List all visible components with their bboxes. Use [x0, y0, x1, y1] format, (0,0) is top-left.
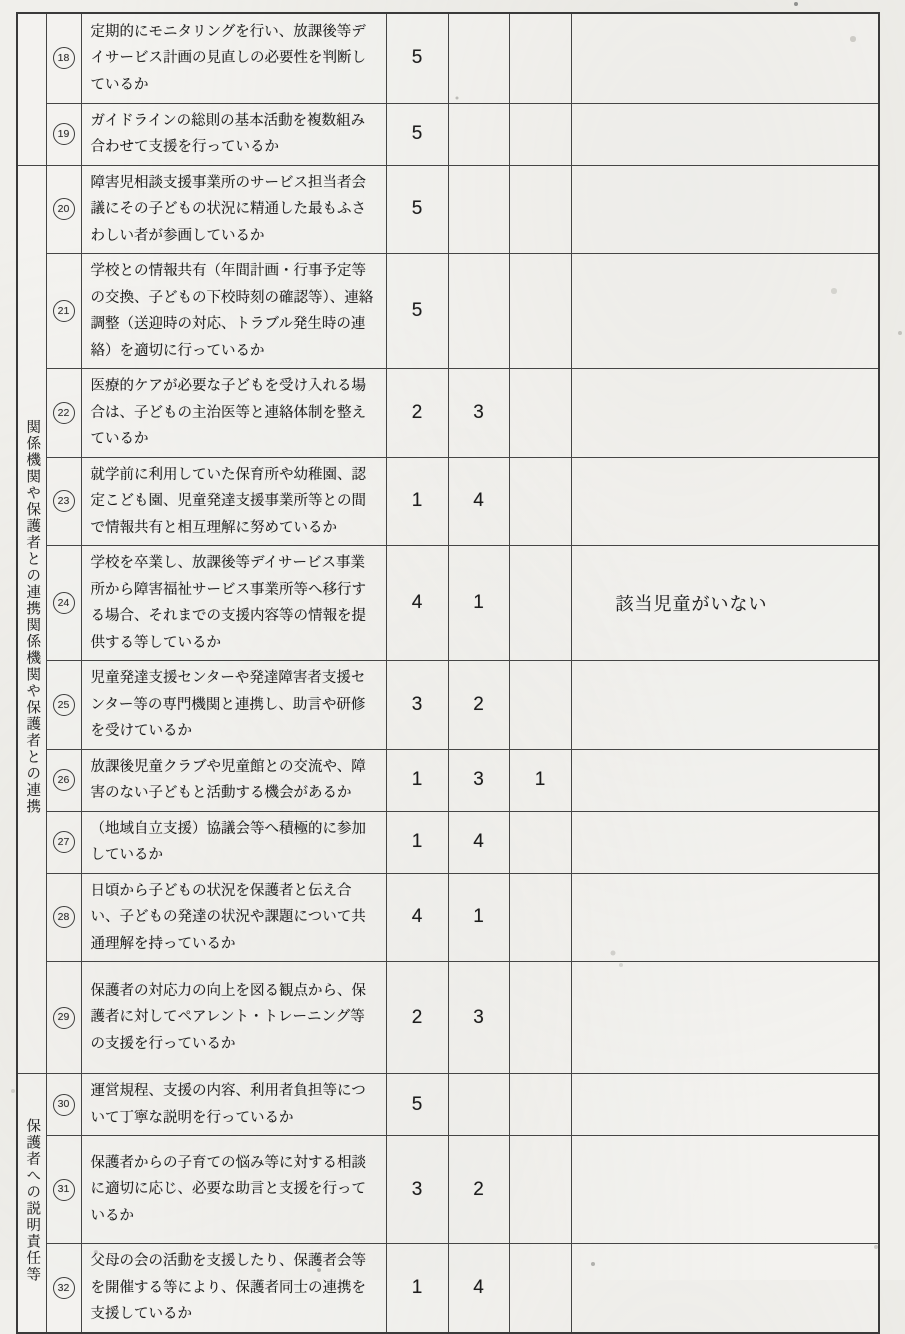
score-cell-2	[448, 962, 509, 1074]
comment-cell	[571, 546, 879, 661]
score-cell-1	[386, 369, 448, 458]
item-number-cell	[46, 811, 81, 873]
table-row	[17, 457, 879, 546]
score-cell-3	[509, 546, 571, 661]
item-number-badge: 30	[53, 1094, 75, 1116]
score-value-1: 4	[411, 906, 423, 928]
comment-cell	[571, 165, 879, 254]
item-number-cell	[46, 13, 81, 103]
comment-cell	[571, 457, 879, 546]
score-cell-1	[386, 1136, 448, 1244]
item-number-cell	[46, 457, 81, 546]
item-number-badge: 28	[53, 906, 75, 928]
table-row	[17, 749, 879, 811]
score-cell-2	[448, 165, 509, 254]
question-cell	[81, 13, 386, 103]
score-value-1: 1	[411, 490, 423, 512]
item-number-cell	[46, 165, 81, 254]
question-text: 放課後児童クラブや児童館との交流や、障害のない子どもと活動する機会があるか	[90, 758, 366, 801]
score-value-3: 1	[534, 769, 546, 790]
comment-cell	[571, 1074, 879, 1136]
item-number-badge: 19	[53, 123, 75, 145]
item-number-badge: 21	[53, 300, 75, 322]
score-value-1: 3	[411, 693, 423, 715]
category-label: 関係機関や保護者との連携関係機関や保護者との連携	[24, 418, 41, 815]
question-text: 就学前に利用していた保育所や幼稚園、認定こども園、児童発達支援事業所等との間で情報共有と相互理解に努めているか	[90, 466, 366, 536]
question-text: 障害児相談支援事業所のサービス担当者会議にその子どもの状況に精通した最もふさわしい者が参画しているか	[90, 174, 366, 244]
table-row	[17, 165, 879, 254]
question-text: 児童発達支援センターや発達障害者支援センター等の専門機関と連携し、助言や研修を受けているか	[90, 670, 366, 739]
score-cell-1	[386, 13, 448, 103]
question-cell	[81, 1074, 386, 1136]
score-cell-3	[509, 1244, 571, 1333]
question-text: 保護者の対応力の向上を図る観点から、保護者に対してペアレント・トレーニング等の支援を行っているか	[90, 982, 366, 1052]
score-cell-1	[386, 457, 448, 546]
comment-cell	[571, 661, 879, 750]
scanned-document-page	[16, 12, 880, 1334]
category-cell	[17, 165, 46, 1074]
question-text: 日頃から子どもの状況を保護者と伝え合い、子どもの発達の状況や課題について共通理解を持っているか	[90, 882, 366, 952]
comment-cell	[571, 1244, 879, 1333]
question-cell	[81, 962, 386, 1074]
comment-cell	[571, 811, 879, 873]
question-cell	[81, 1136, 386, 1244]
score-cell-2	[448, 873, 509, 962]
question-text: 医療的ケアが必要な子どもを受け入れる場合は、子どもの主治医等と連絡体制を整えているか	[90, 378, 366, 447]
comment-cell	[571, 13, 879, 103]
score-value-1: 1	[411, 831, 423, 852]
question-cell	[81, 254, 386, 369]
question-text: 運営規程、支援の内容、利用者負担等について丁寧な説明を行っているか	[90, 1083, 366, 1126]
item-number-cell	[46, 1136, 81, 1244]
score-value-1: 2	[411, 401, 423, 423]
score-cell-1	[386, 254, 448, 369]
table-row	[17, 254, 879, 369]
score-cell-3	[509, 962, 571, 1074]
table-row	[17, 369, 879, 458]
question-text: 定期的にモニタリングを行い、放課後等デイサービス計画の見直しの必要性を判断しているか	[90, 23, 366, 93]
score-cell-2	[448, 811, 509, 873]
score-value-1: 1	[411, 769, 423, 790]
table-row	[17, 13, 879, 103]
score-cell-3	[509, 873, 571, 962]
score-cell-2	[448, 1074, 509, 1136]
score-cell-1	[386, 1074, 448, 1136]
score-cell-3	[509, 749, 571, 811]
score-cell-1	[386, 165, 448, 254]
score-cell-3	[509, 1074, 571, 1136]
score-value-2: 4	[473, 831, 484, 852]
score-cell-2	[448, 13, 509, 103]
score-cell-2	[448, 369, 509, 458]
score-cell-1	[386, 873, 448, 962]
item-number-cell	[46, 873, 81, 962]
table-row	[17, 661, 879, 750]
score-cell-3	[509, 103, 571, 165]
question-text: 父母の会の活動を支援したり、保護者会等を開催する等により、保護者同士の連携を支援しているか	[90, 1253, 366, 1322]
score-value-2: 3	[473, 401, 484, 423]
score-value-2: 1	[473, 906, 484, 928]
score-value-1: 5	[411, 47, 423, 69]
category-label: 保護者への説明責任等	[24, 1117, 41, 1283]
score-value-1: 5	[411, 1093, 423, 1115]
score-cell-1	[386, 103, 448, 165]
score-cell-1	[386, 749, 448, 811]
item-number-badge: 27	[53, 831, 75, 853]
score-cell-3	[509, 811, 571, 873]
table-row	[17, 962, 879, 1074]
score-cell-3	[509, 165, 571, 254]
score-cell-2	[448, 457, 509, 546]
score-cell-2	[448, 254, 509, 369]
score-value-1: 5	[411, 300, 423, 321]
question-cell	[81, 546, 386, 661]
item-number-cell	[46, 1244, 81, 1333]
table-row	[17, 546, 879, 661]
score-cell-1	[386, 661, 448, 750]
item-number-cell	[46, 254, 81, 369]
score-cell-3	[509, 369, 571, 458]
evaluation-table	[16, 12, 880, 1334]
question-cell	[81, 811, 386, 873]
question-cell	[81, 661, 386, 750]
comment-cell	[571, 1136, 879, 1244]
score-value-1: 5	[411, 123, 423, 144]
score-cell-3	[509, 457, 571, 546]
score-value-2: 2	[473, 693, 484, 715]
item-number-badge: 32	[53, 1277, 75, 1299]
score-value-2: 3	[473, 1006, 484, 1028]
score-cell-2	[448, 749, 509, 811]
question-text: 学校との情報共有（年間計画・行事予定等の交換、子どもの下校時刻の確認等）、連絡調整（送迎時の対応、トラブル発生時の連絡）を適切に行っているか	[90, 263, 374, 359]
question-cell	[81, 165, 386, 254]
comment-cell	[571, 369, 879, 458]
item-number-badge: 22	[53, 402, 75, 424]
comment-cell	[571, 749, 879, 811]
question-cell	[81, 369, 386, 458]
score-cell-2	[448, 1244, 509, 1333]
scan-specks	[0, 0, 2, 2]
comment-cell	[571, 103, 879, 165]
score-cell-1	[386, 811, 448, 873]
item-number-cell	[46, 103, 81, 165]
table-row	[17, 103, 879, 165]
score-cell-3	[509, 254, 571, 369]
score-cell-2	[448, 661, 509, 750]
item-number-cell	[46, 1074, 81, 1136]
score-cell-1	[386, 546, 448, 661]
score-value-2: 4	[473, 1276, 484, 1298]
item-number-badge: 24	[53, 592, 75, 614]
score-value-1: 2	[411, 1006, 423, 1028]
score-value-1: 4	[411, 592, 423, 613]
table-row	[17, 873, 879, 962]
item-number-badge: 25	[53, 694, 75, 716]
score-cell-2	[448, 546, 509, 661]
question-cell	[81, 457, 386, 546]
score-value-2: 1	[473, 592, 484, 613]
comment-cell	[571, 873, 879, 962]
score-cell-2	[448, 1136, 509, 1244]
score-value-2: 4	[473, 490, 484, 512]
score-value-1: 1	[411, 1276, 423, 1298]
category-cell	[17, 1074, 46, 1333]
score-cell-3	[509, 13, 571, 103]
score-value-2: 3	[473, 769, 484, 790]
item-number-badge: 23	[53, 490, 75, 512]
score-value-1: 3	[411, 1178, 423, 1200]
question-cell	[81, 873, 386, 962]
question-text: 保護者からの子育ての悩み等に対する相談に適切に応じ、必要な助言と支援を行っているか	[90, 1154, 366, 1224]
item-number-cell	[46, 749, 81, 811]
score-cell-3	[509, 1136, 571, 1244]
table-row	[17, 1244, 879, 1333]
question-cell	[81, 1244, 386, 1333]
item-number-cell	[46, 962, 81, 1074]
table-row	[17, 1136, 879, 1244]
table-row	[17, 1074, 879, 1136]
question-text: （地域自立支援）協議会等へ積極的に参加しているか	[90, 820, 366, 863]
comment-cell	[571, 962, 879, 1074]
score-cell-2	[448, 103, 509, 165]
question-text: ガイドラインの総則の基本活動を複数組み合わせて支援を行っているか	[90, 112, 366, 155]
score-value-1: 5	[411, 198, 423, 220]
item-number-badge: 26	[53, 769, 75, 791]
item-number-badge: 20	[53, 198, 75, 220]
item-number-badge: 29	[53, 1007, 75, 1029]
score-cell-3	[509, 661, 571, 750]
score-cell-1	[386, 1244, 448, 1333]
category-cell	[17, 13, 46, 165]
score-cell-1	[386, 962, 448, 1074]
item-number-cell	[46, 369, 81, 458]
question-cell	[81, 749, 386, 811]
question-text: 学校を卒業し、放課後等デイサービス事業所から障害福祉サービス事業所等へ移行する場合、それまでの支援内容等の情報を提供する等しているか	[90, 555, 366, 651]
comment-cell	[571, 254, 879, 369]
comment-text: 該当児童がいない	[615, 594, 768, 614]
question-cell	[81, 103, 386, 165]
item-number-badge: 18	[53, 47, 75, 69]
item-number-cell	[46, 661, 81, 750]
table-row	[17, 811, 879, 873]
item-number-badge: 31	[53, 1179, 75, 1201]
score-value-2: 2	[473, 1178, 484, 1200]
item-number-cell	[46, 546, 81, 661]
